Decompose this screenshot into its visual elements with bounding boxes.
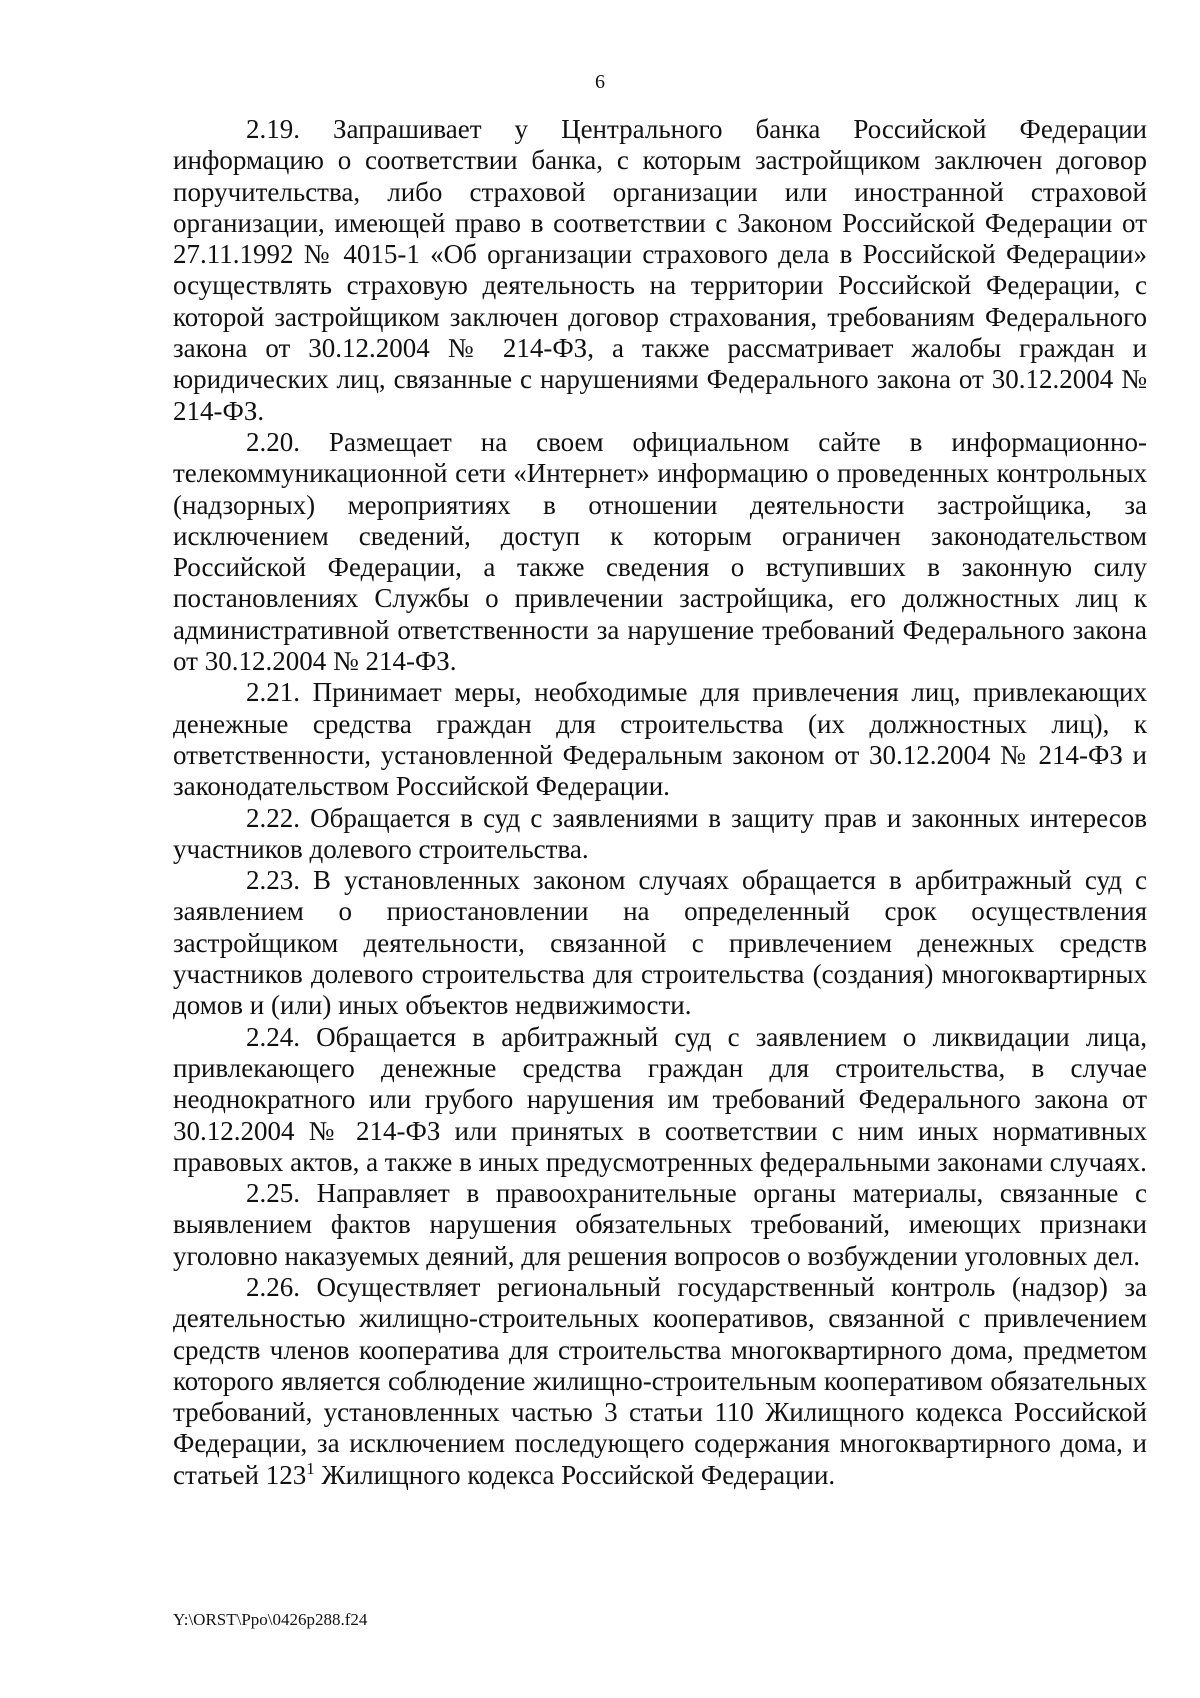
paragraph-number: 2.22. (246, 802, 300, 833)
paragraph-2-24 (173, 1022, 1147, 1178)
paragraph-text: Размещает на своем официальном сайте в информационно-телекоммуникационной сети «Интернет» информацию о проведенных контрольных (надзорных) мероприятиях в отношении деятельности застройщика, за исключением сведений, доступ к которым ограничен законодательством Российской Федерации, а также сведения о вступивших в законную силу постановлениях Службы о привлечении застройщика, его должностных лиц к административной ответственности за нарушение требований Федерального закона от 30.12.2004 № 214-ФЗ. (173, 426, 1147, 677)
paragraph-2-23 (173, 865, 1147, 1021)
paragraph-2-21 (173, 677, 1147, 802)
footer-file-path: Y:\ORST\Ppo\0426p288.f24 (173, 1610, 368, 1629)
paragraph-number: 2.25. (246, 1178, 300, 1209)
paragraph-number: 2.19. (246, 114, 300, 144)
paragraph-2-26 (173, 1272, 1147, 1491)
paragraph-number: 2.20. (246, 426, 300, 457)
paragraph-number: 2.26. (246, 1271, 300, 1302)
paragraph-text: В установленных законом случаях обращается в арбитражный суд с заявлением о приостановлении на определенный срок осуществления застройщиком деятельности, связанной с привлечением денежных средств участников долевого строительства для строительства (создания) многоквартирных домов и (или) иных объектов недвижимости. (173, 865, 1148, 1021)
paragraph-text: Запрашивает у Центрального банка Российской Федерации информацию о соответствии банка, с которым застройщиком заключен договор поручительства, либо страховой организации или иностранной страховой организации, имеющей право в соответствии с Законом Российской Федерации от 27.11.1992 № 4015-1 «Об организации страхового дела в Российской Федерации» осуществлять страховую деятельность на территории Российской Федерации, с которой застройщиком заключен договор страхования, требованиям Федерального закона от 30.12.2004 № 214-ФЗ, а также рассматривает жалобы граждан и юридических лиц, связанные с нарушениями Федерального закона от 30.12.2004 № 214-ФЗ. (173, 114, 1148, 426)
superscript: 1 (306, 1458, 315, 1478)
paragraph-2-20 (173, 427, 1147, 677)
paragraph-2-22 (173, 803, 1147, 866)
document-body (173, 114, 1147, 1491)
paragraph-number: 2.23. (246, 865, 300, 896)
paragraph-text: Осуществляет региональный государственный контроль (надзор) за деятельностью жилищно-строительных кооперативов, связанной с привлечением средств членов кооператива для строительства многоквартирного дома, предметом которого является соблюдение жилищно-строительным кооперативом обязательных требований, установленных частью 3 статьи 110 Жилищного кодекса Российской Федерации, за исключением последующего содержания многоквартирного дома, и статьей 123 (173, 1271, 1147, 1490)
paragraph-text: Принимает меры, необходимые для привлечения лиц, привлекающих денежные средства граждан для строительства (их должностных лиц), к ответственности, установленной Федеральным законом от 30.12.2004 № 214-ФЗ и законодательством Российской Федерации. (173, 677, 1147, 802)
paragraph-2-25 (173, 1178, 1147, 1272)
paragraph-2-19 (173, 114, 1147, 427)
paragraph-number: 2.21. (246, 677, 300, 708)
paragraph-text: Обращается в суд с заявлениями в защиту прав и законных интересов участников долевого строительства. (173, 802, 1147, 864)
paragraph-text: Обращается в арбитражный суд с заявлением о ликвидации лица, привлекающего денежные средства граждан для строительства, в случае неоднократного или грубого нарушения им требований Федерального закона от 30.12.2004 № 214-ФЗ или принятых в соответствии с ним иных нормативных правовых актов, а также в иных предусмотренных федеральными законами случаях. (173, 1021, 1148, 1177)
paragraph-text: Направляет в правоохранительные органы материалы, связанные с выявлением фактов нарушения обязательных требований, имеющих признаки уголовно наказуемых деяний, для решения вопросов о возбуждении уголовных дел. (173, 1178, 1147, 1271)
paragraph-text-tail: Жилищного кодекса Российской Федерации. (314, 1459, 836, 1490)
page-number: 6 (595, 71, 605, 93)
paragraph-number: 2.24. (246, 1021, 300, 1052)
